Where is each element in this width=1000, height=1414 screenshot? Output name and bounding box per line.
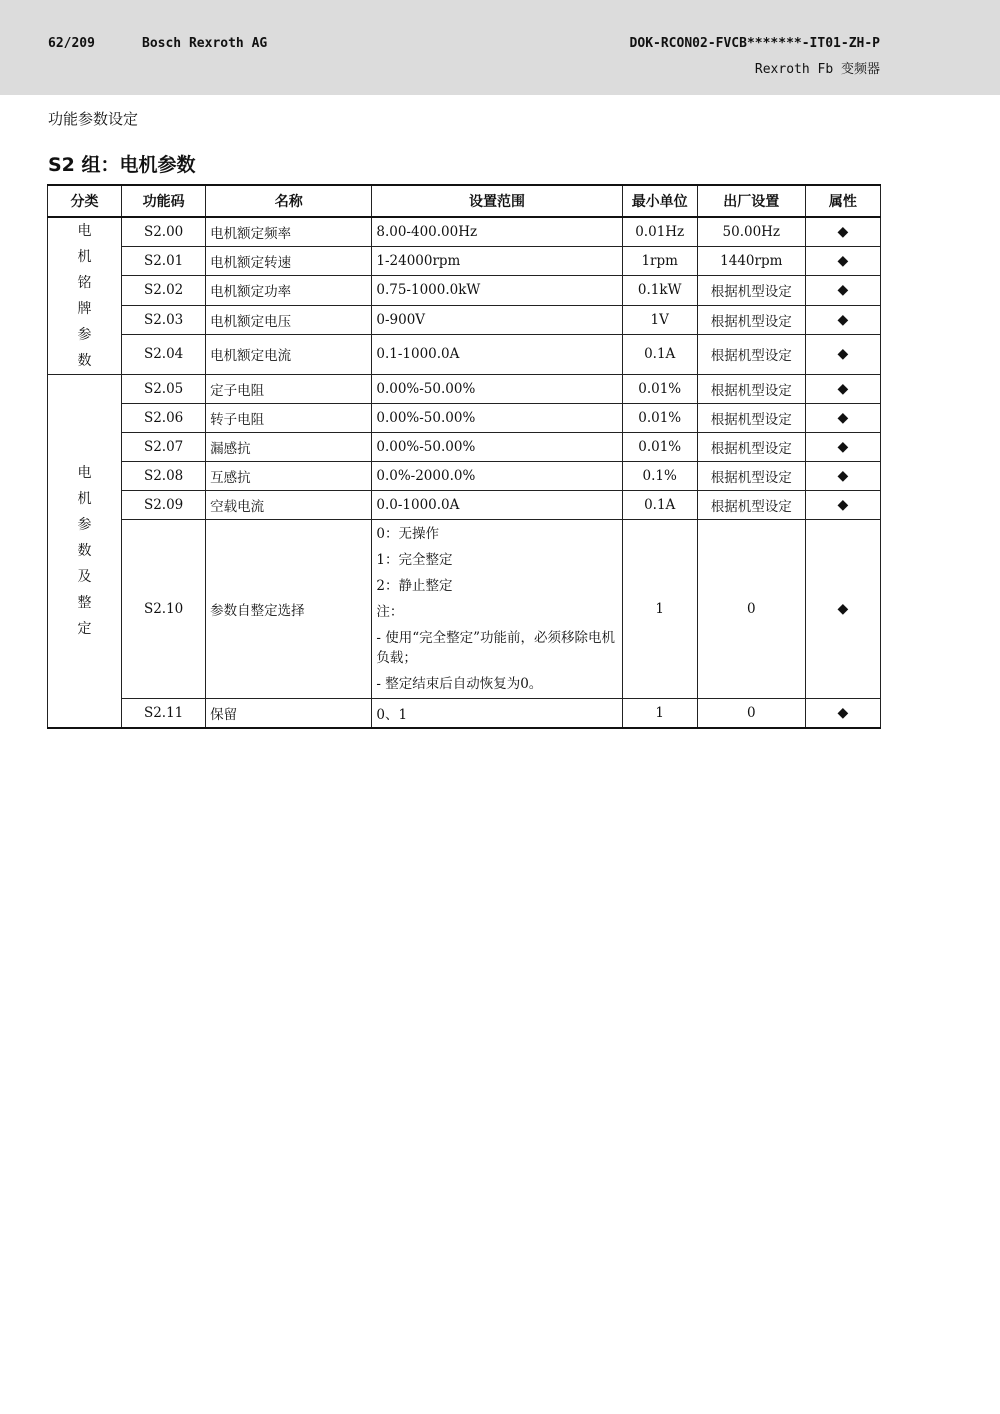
category-cell-nameplate bbox=[48, 217, 122, 375]
document-id: DOK-RCON02-FVCB*******-IT01-ZH-P bbox=[629, 36, 880, 51]
range-cell: 0.0%-2000.0% bbox=[372, 462, 622, 491]
factory-cell: 根据机型设定 bbox=[697, 334, 805, 374]
unit-cell: 0.1% bbox=[622, 462, 697, 491]
category-char: 参 bbox=[77, 327, 92, 343]
code-cell: S2.11 bbox=[122, 699, 206, 729]
name-cell: 电机额定功率 bbox=[206, 276, 372, 305]
category-char: 机 bbox=[77, 249, 92, 265]
code-cell: S2.06 bbox=[122, 404, 206, 433]
unit-cell: 1V bbox=[622, 305, 697, 334]
unit-cell: 1rpm bbox=[622, 247, 697, 276]
name-cell: 转子电阻 bbox=[206, 404, 372, 433]
name-cell: 互感抗 bbox=[206, 462, 372, 491]
range-line: 注： bbox=[376, 604, 404, 620]
code-cell: S2.08 bbox=[122, 462, 206, 491]
category-char: 数 bbox=[77, 543, 92, 559]
header-name: 名称 bbox=[206, 185, 372, 217]
category-char: 及 bbox=[77, 569, 92, 585]
header-factory: 出厂设置 bbox=[697, 185, 805, 217]
code-cell: S2.03 bbox=[122, 305, 206, 334]
attribute-diamond-icon: ◆ bbox=[805, 433, 880, 462]
table-row bbox=[48, 491, 881, 520]
category-char: 参 bbox=[77, 517, 92, 533]
attribute-diamond-icon: ◆ bbox=[805, 276, 880, 305]
attribute-diamond-icon: ◆ bbox=[805, 334, 880, 374]
table-row bbox=[48, 520, 881, 699]
header-attribute: 属性 bbox=[805, 185, 880, 217]
category-char: 铭 bbox=[77, 275, 92, 291]
attribute-diamond-icon: ◆ bbox=[805, 217, 880, 247]
category-char: 电 bbox=[77, 465, 92, 481]
factory-cell: 50.00Hz bbox=[697, 217, 805, 247]
table-row bbox=[48, 276, 881, 305]
name-cell: 电机额定转速 bbox=[206, 247, 372, 276]
name-cell: 保留 bbox=[206, 699, 372, 729]
name-cell: 电机额定频率 bbox=[206, 217, 372, 247]
unit-cell: 0.01% bbox=[622, 433, 697, 462]
table-row bbox=[48, 334, 881, 374]
range-line: 1：完全整定 bbox=[376, 552, 453, 568]
table-header-row bbox=[48, 185, 881, 217]
product-name: Rexroth Fb 变频器 bbox=[754, 62, 880, 77]
code-cell: S2.09 bbox=[122, 491, 206, 520]
table-row bbox=[48, 217, 881, 247]
unit-cell: 0.01% bbox=[622, 404, 697, 433]
range-cell-multiline bbox=[372, 520, 622, 699]
table-row bbox=[48, 404, 881, 433]
attribute-diamond-icon: ◆ bbox=[805, 520, 880, 699]
range-cell: 0.0-1000.0A bbox=[372, 491, 622, 520]
code-cell: S2.07 bbox=[122, 433, 206, 462]
attribute-diamond-icon: ◆ bbox=[805, 491, 880, 520]
category-char: 定 bbox=[77, 621, 92, 637]
attribute-diamond-icon: ◆ bbox=[805, 305, 880, 334]
attribute-diamond-icon: ◆ bbox=[805, 699, 880, 729]
code-cell: S2.01 bbox=[122, 247, 206, 276]
page-number: 62/209 bbox=[48, 36, 95, 51]
header-category: 分类 bbox=[48, 185, 122, 217]
name-cell: 空载电流 bbox=[206, 491, 372, 520]
category-char: 牌 bbox=[77, 301, 92, 317]
factory-cell: 1440rpm bbox=[697, 247, 805, 276]
group-title: S2 组：电机参数 bbox=[48, 154, 196, 176]
range-line: 2：静止整定 bbox=[376, 578, 453, 594]
code-cell: S2.02 bbox=[122, 276, 206, 305]
name-cell: 漏感抗 bbox=[206, 433, 372, 462]
attribute-diamond-icon: ◆ bbox=[805, 247, 880, 276]
factory-cell: 根据机型设定 bbox=[697, 433, 805, 462]
factory-cell: 根据机型设定 bbox=[697, 375, 805, 404]
range-cell: 0.1-1000.0A bbox=[372, 334, 622, 374]
range-cell: 0.75-1000.0kW bbox=[372, 276, 622, 305]
name-cell: 电机额定电流 bbox=[206, 334, 372, 374]
range-cell: 0.00%-50.00% bbox=[372, 404, 622, 433]
range-cell: 8.00-400.00Hz bbox=[372, 217, 622, 247]
factory-cell: 根据机型设定 bbox=[697, 305, 805, 334]
attribute-diamond-icon: ◆ bbox=[805, 404, 880, 433]
page-header bbox=[0, 0, 1000, 95]
code-cell: S2.00 bbox=[122, 217, 206, 247]
category-cell-tuning bbox=[48, 375, 122, 729]
unit-cell: 0.01Hz bbox=[622, 217, 697, 247]
unit-cell: 1 bbox=[622, 699, 697, 729]
factory-cell: 根据机型设定 bbox=[697, 462, 805, 491]
factory-cell: 根据机型设定 bbox=[697, 404, 805, 433]
name-cell: 定子电阻 bbox=[206, 375, 372, 404]
section-title: 功能参数设定 bbox=[48, 110, 139, 128]
factory-cell: 根据机型设定 bbox=[697, 276, 805, 305]
name-cell: 电机额定电压 bbox=[206, 305, 372, 334]
factory-cell: 根据机型设定 bbox=[697, 491, 805, 520]
code-cell: S2.10 bbox=[122, 520, 206, 699]
category-char: 机 bbox=[77, 491, 92, 507]
attribute-diamond-icon: ◆ bbox=[805, 375, 880, 404]
unit-cell: 1 bbox=[622, 520, 697, 699]
range-line: - 使用“完全整定”功能前，必须移除电机负载； bbox=[376, 630, 616, 666]
name-cell: 参数自整定选择 bbox=[206, 520, 372, 699]
company-name: Bosch Rexroth AG bbox=[142, 36, 268, 51]
range-line: 0：无操作 bbox=[376, 526, 439, 542]
table-row bbox=[48, 375, 881, 404]
category-char: 整 bbox=[77, 595, 92, 611]
code-cell: S2.05 bbox=[122, 375, 206, 404]
table-row bbox=[48, 433, 881, 462]
parameter-table bbox=[47, 184, 881, 729]
header-range: 设置范围 bbox=[372, 185, 622, 217]
factory-cell: 0 bbox=[697, 520, 805, 699]
range-cell: 0.00%-50.00% bbox=[372, 433, 622, 462]
range-cell: 1-24000rpm bbox=[372, 247, 622, 276]
table-row bbox=[48, 305, 881, 334]
unit-cell: 0.01% bbox=[622, 375, 697, 404]
range-cell: 0.00%-50.00% bbox=[372, 375, 622, 404]
factory-cell: 0 bbox=[697, 699, 805, 729]
unit-cell: 0.1A bbox=[622, 334, 697, 374]
table-row bbox=[48, 699, 881, 729]
header-unit: 最小单位 bbox=[622, 185, 697, 217]
range-line: - 整定结束后自动恢复为0。 bbox=[376, 676, 543, 692]
unit-cell: 0.1A bbox=[622, 491, 697, 520]
header-code: 功能码 bbox=[122, 185, 206, 217]
unit-cell: 0.1kW bbox=[622, 276, 697, 305]
table-row bbox=[48, 462, 881, 491]
code-cell: S2.04 bbox=[122, 334, 206, 374]
range-cell: 0-900V bbox=[372, 305, 622, 334]
table-row bbox=[48, 247, 881, 276]
category-char: 数 bbox=[77, 353, 92, 369]
attribute-diamond-icon: ◆ bbox=[805, 462, 880, 491]
category-char: 电 bbox=[77, 223, 92, 239]
range-cell: 0、1 bbox=[372, 699, 622, 729]
